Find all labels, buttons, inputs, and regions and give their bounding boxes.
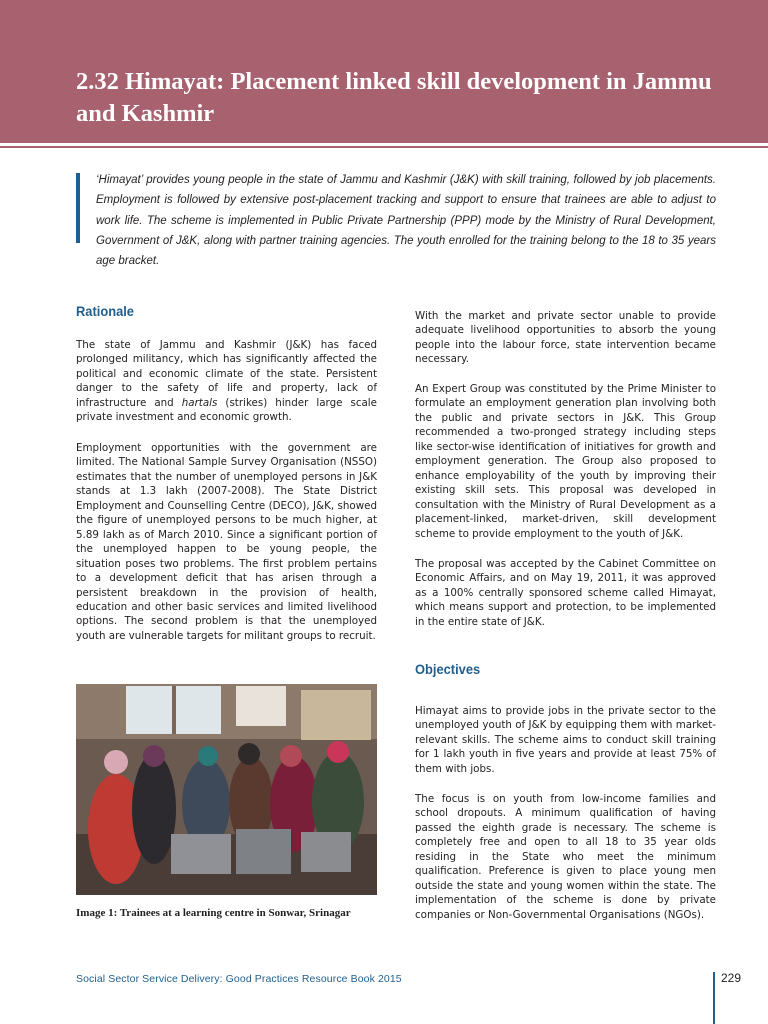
intro-summary: ‘Himayat’ provides young people in the state of Jammu and Kashmir (J&K) with skill training, followed by job placements. Employment is followed by extensive post-placement tracking and support to ensure that trainees are able to adjust to work life. The scheme is implemented in Public Private Partnership (PPP) mode by the Ministry of Rural Development, Government of J&K, along with partner training agencies. The youth enrolled for the training belong to the 18 to 35 years age bracket. [96, 174, 716, 268]
objectives-paragraph-1: Himayat aims to provide jobs in the private sector to the unemployed youth of J&K by equipping them with market-relevant skills. The scheme aims to conduct skill training for 1 lakh youth in five years and provide at least 75% of them with jobs. [415, 705, 716, 775]
rationale-p1-text-end: (strikes) hinder large scale private investment and economic growth. [76, 396, 378, 424]
objectives-paragraph-2: The focus is on youth from low-income families and school dropouts. A minimum qualification of having passed the eighth grade is necessary. The scheme is completely free and open to all 18 to 35 year olds residing in the State who meet the minimum qualification. Preference is given to place young men outside the state and young women within the state. The implementation of the scheme is done by private companies or Non-Governmental Organisations (NGOs). [415, 793, 716, 921]
footer-book-title: Social Sector Service Delivery: Good Practices Resource Book 2015 [76, 973, 402, 985]
page-title: 2.32 Himayat: Placement linked skill development in Jammu and Kashmir [76, 68, 712, 127]
image-caption: Image 1: Trainees at a learning centre in Sonwar, Srinagar [76, 907, 351, 919]
trainees-photo-image [76, 684, 377, 895]
rationale-paragraph-2: Employment opportunities with the government are limited. The National Sample Survey Organisation (NSSO) estimates that the number of unemployed persons in J&K stands at 1.3 lakh (2007-2008). The State District Employment and Counselling Centre (DECO), J&K, showed the figure of unemployed persons to be much higher, at 5.89 lakh as of March 2010. Since a significant portion of the unemployed happen to be young people, the situation poses two problems. The first problem pertains to a development deficit that has arisen through a persistent breakdown in the provision of health, education and other basic services and limited livelihood options. The second problem is that the unemployed youth are vulnerable targets for militant groups to recruit. [76, 442, 377, 642]
right-paragraph-2: An Expert Group was constituted by the Prime Minister to formulate an employment generation plan involving both the public and private sectors in J&K. This Group recommended a two-pronged strategy including steps like sector-wise identification of initiatives for growth and employment generation. The Group also proposed to enhance employability of the youth by improving their existing skill sets. This proposal was developed in consultation with the Ministry of Rural Development as a placement-linked, market-driven, skill development scheme to provide employment to the youth of J&K. [415, 383, 716, 540]
intro-accent-bar [76, 173, 80, 243]
rationale-paragraph-1 [76, 338, 377, 425]
trainees-photo [76, 684, 377, 895]
footer-rule [713, 972, 715, 1024]
rationale-heading: Rationale [76, 303, 134, 319]
rationale-p1-text: The state of Jammu and Kashmir (J&K) has faced prolonged militancy, which has significantly affected the political and economic climate of the state. Persistent danger to the safety of life and property, lack of infrastructure and [76, 339, 377, 409]
objectives-heading: Objectives [415, 661, 481, 677]
page-number: 229 [721, 971, 742, 985]
right-paragraph-3: The proposal was accepted by the Cabinet Committee on Economic Affairs, and on May 19, 2011, it was approved as a 100% centrally sponsored scheme called Himayat, which means support and protection, to be implemented in the entire state of J&K. [415, 558, 716, 628]
header-rule [0, 146, 768, 148]
right-paragraph-1: With the market and private sector unable to provide adequate livelihood opportunities to absorb the young people into the labour force, state intervention became necessary. [415, 310, 716, 366]
hartals-term: hartals [181, 396, 218, 409]
